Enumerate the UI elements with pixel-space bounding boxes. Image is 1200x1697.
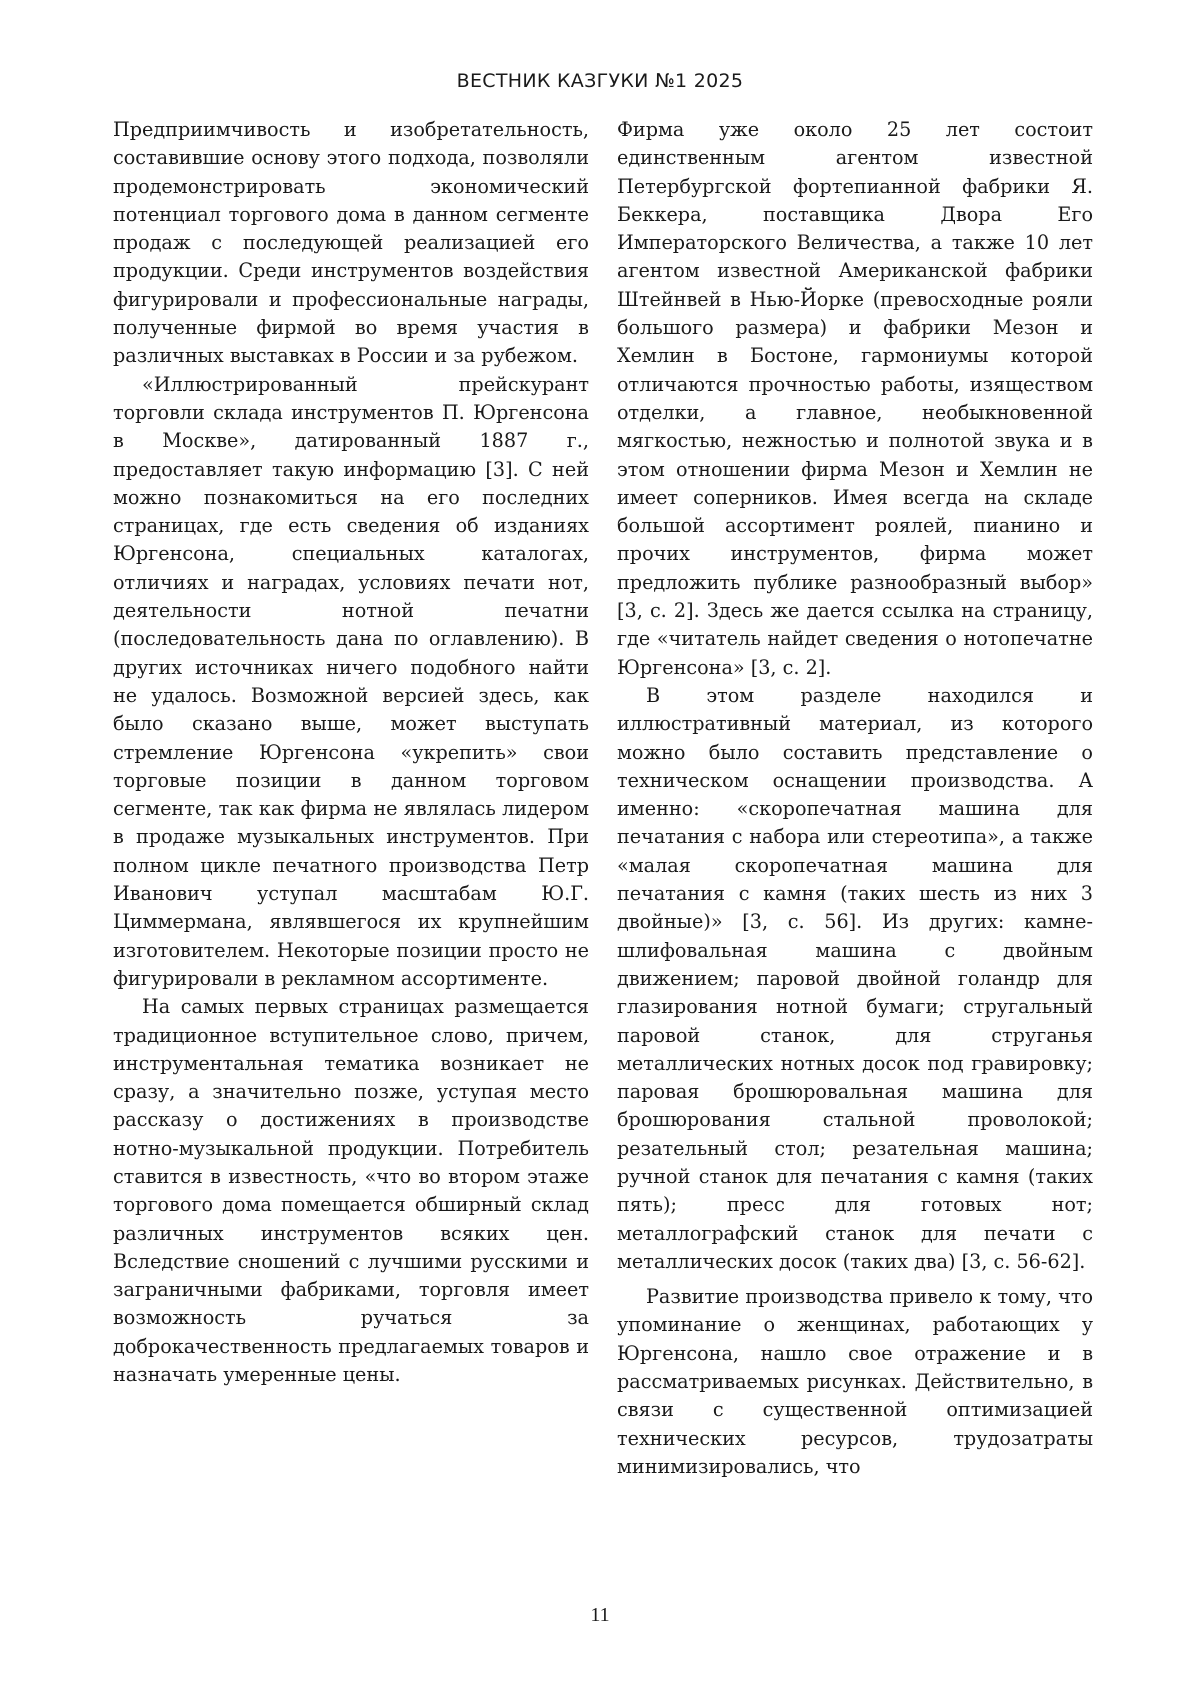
paragraph: Предприимчивость и изобретательность, составившие основу этого подхода, позволяли продемонстрировать экономический потенциал торгового дома в данном сегменте продаж с последующей реализацией его продукции. Среди инструментов воздействия фигурировали и профессиональные награды, полученные фирмой во время участия в различных выставках в России и за рубежом.	[113, 118, 589, 368]
paragraph: На самых первых страницах размещается традиционное вступительное слово, причем, инструментальная тематика возникает не сразу, а значительно позже, уступая место рассказу о достижениях в производстве нотно-музыкальной продукции. Потребитель ставится в известность, «что во втором этаже торгового дома помещается обширный склад различных инструментов всяких цен. Вследствие сношений с лучшими русскими и заграничными фабриками, торговля имеет возможность ручаться за доброкачественность предлагаемых товаров и назначать умеренные цены.	[113, 995, 589, 1387]
left-column	[113, 116, 589, 1389]
right-column	[617, 116, 1093, 1481]
page-number: 11	[590, 1604, 610, 1626]
paragraph: В этом разделе находился и иллюстративный материал, из которого можно было составить представление о техническом оснащении производства. А именно: «скоропечатная машина для печатания с набора или стереотипа», а также «малая скоропечатная машина для печатания с камня (таких шесть из них 3 двойные)» [3, с. 56]. Из других: камне-шлифовальная машина с двойным движением; паровой двойной голандр для глазирования нотной бумаги; стругальный паровой станок, для струганья металлических нотных досок под гравировку; паровая брошюровальная машина для брошюрования стальной проволокой; резательный стол; резательная машина; ручной станок для печатания с камня (таких пять); пресс для готовых нот; металлографский станок для печати с металлических досок (таких два) [3, с. 56-62].	[617, 683, 1093, 1273]
paragraph: Фирма уже около 25 лет состоит единственным агентом известной Петербургской фортепианной фабрики Я. Беккера, поставщика Двора Его Императорского Величества, а также 10 лет агентом известной Американской фабрики Штейнвей в Нью-Йорке (превосходные рояли большого размера) и фабрики Мезон и Хемлин в Бостоне, гармониумы которой отличаются прочностью работы, изяществом отделки, а главное, необыкновенной мягкостью, нежностью и полнотой звука и в этом отношении фирма Мезон и Хемлин не имеет соперников. Имея всегда на складе большой ассортимент роялей, пианино и прочих инструментов, фирма может предложить публике разнообразный выбор» [3, с. 2]. Здесь же дается ссылка на страницу, где «читатель найдет сведения о нотопечатне Юргенсона» [3, с. 2].	[617, 118, 1093, 679]
running-header: ВЕСТНИК КАЗГУКИ №1 2025	[456, 70, 744, 92]
paragraph: «Иллюстрированный прейскурант торговли склада инструментов П. Юргенсона в Москве», датированный 1887 г., предоставляет такую информацию [3]. С ней можно познакомиться на его последних страницах, где есть сведения об изданиях Юргенсона, специальных каталогах, отличиях и наградах, условиях печати нот, деятельности нотной печатни (последовательность дана по оглавлению). В других источниках ничего подобного найти не удалось. Возможной версией здесь, как было сказано выше, может выступать стремление Юргенсона «укрепить» свои торговые позиции в данном торговом сегменте, так как фирма не являлась лидером в продаже музыкальных инструментов. При полном цикле печатного производства Петр Иванович уступал масштабам Ю.Г. Циммермана, являвшегося их крупнейшим изготовителем. Некоторые позиции просто не фигурировали в рекламном ассортименте.	[113, 372, 589, 990]
paragraph: Развитие производства привело к тому, что упоминание о женщинах, работающих у Юргенсона, нашло свое отражение и в рассматриваемых рисунках. Действительно, в связи с существенной оптимизацией технических ресурсов, трудозатраты минимизировались, что	[617, 1285, 1093, 1478]
